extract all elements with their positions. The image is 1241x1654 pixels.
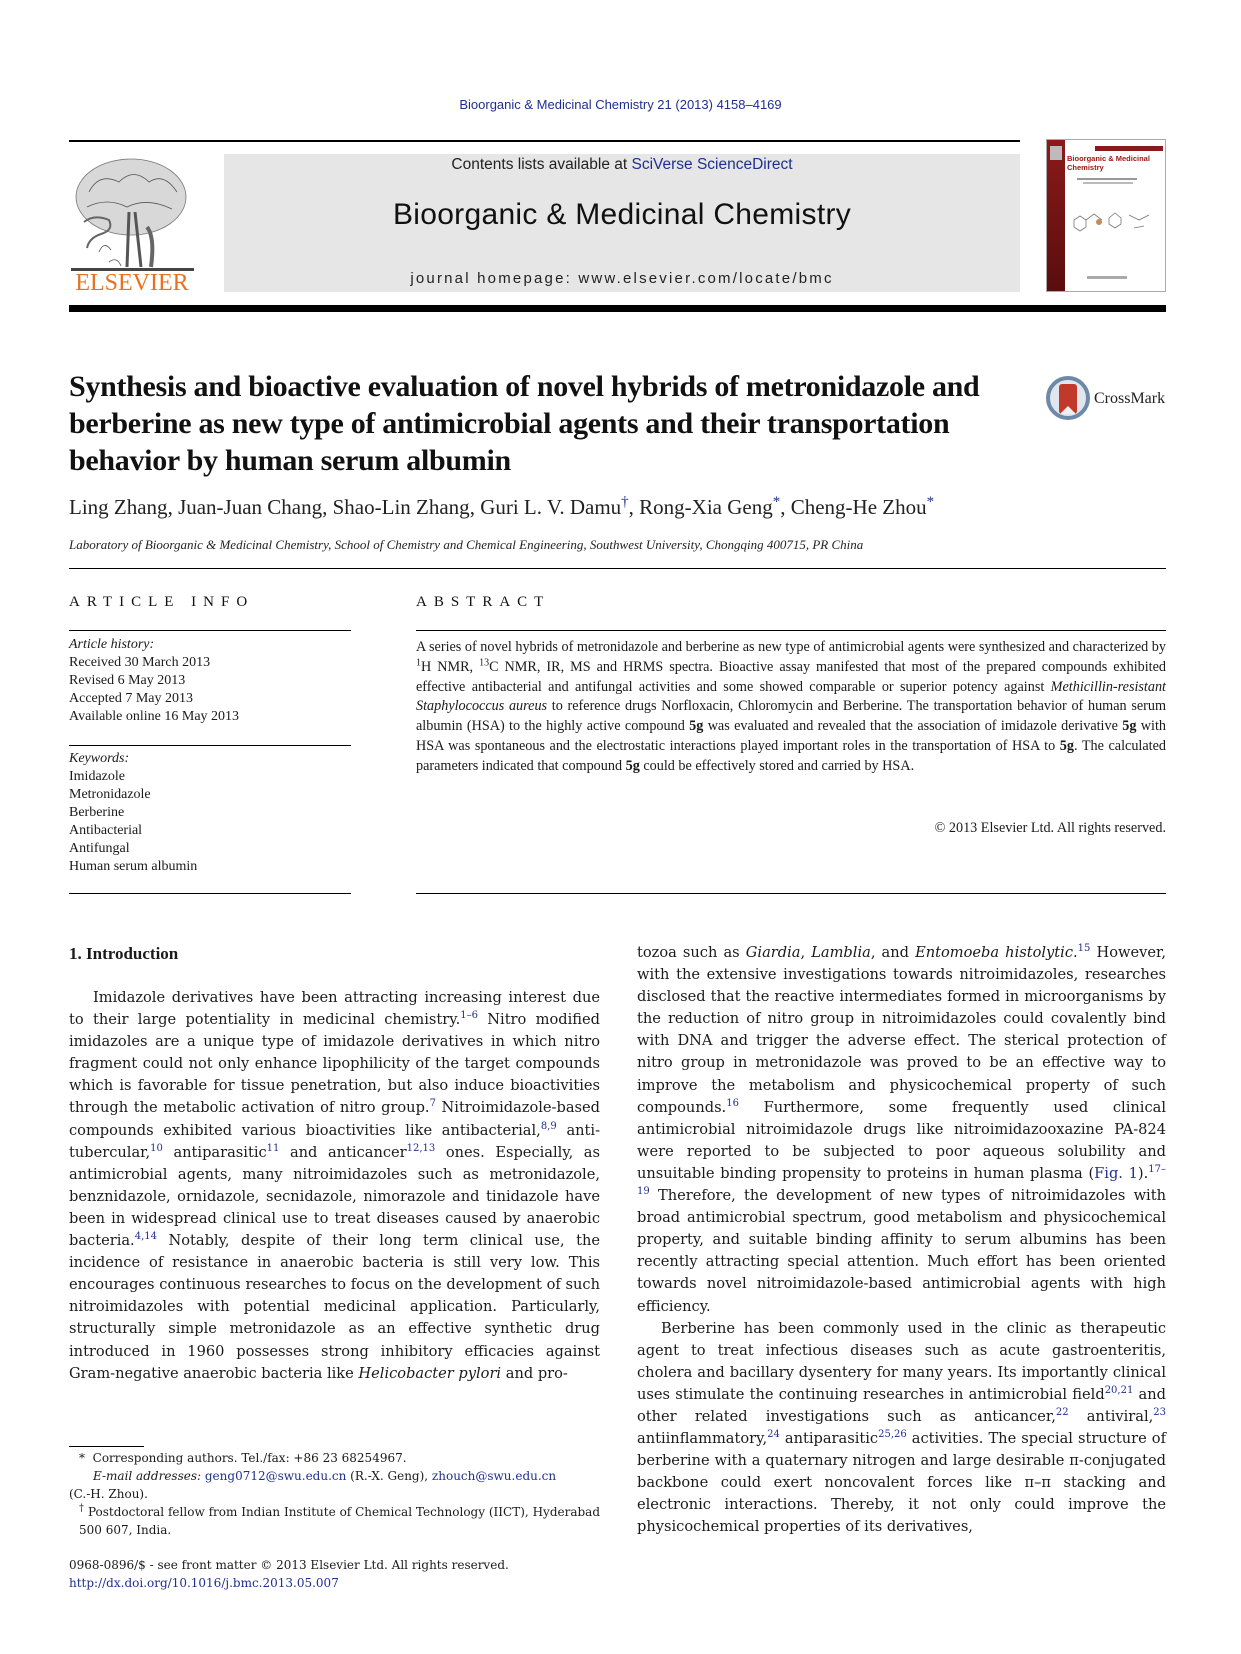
article-info-rule bbox=[69, 630, 351, 631]
affiliation-rule bbox=[69, 568, 1166, 569]
history-label: Article history: bbox=[69, 637, 155, 652]
citation-link[interactable]: 24 bbox=[767, 1429, 780, 1441]
footnote-corresponding: * Corresponding authors. Tel./fax: +86 23 68254967. bbox=[79, 1451, 407, 1465]
header-top-rule bbox=[69, 140, 1020, 142]
citation-link[interactable]: 11 bbox=[266, 1142, 280, 1154]
citation-link[interactable]: 7 bbox=[429, 1098, 436, 1110]
cover-molecule-icon bbox=[1069, 200, 1159, 240]
footnote-email-owner: (C.-H. Zhou). bbox=[69, 1487, 148, 1501]
organism-name: Methicillin-resistant Staphylococcus aureus bbox=[416, 678, 1166, 715]
article-info-heading: ARTICLE INFO bbox=[69, 594, 255, 610]
keyword: Antibacterial bbox=[69, 823, 143, 838]
paragraph: tozoa such as Giardia, Lamblia, and Entomoeba histolytic.$^{15}$ However, with the extensive investigations towards nitroimidazoles, researches disclosed that the reactive intermediates formed in microorganisms by the reduction of nitro group in nitroimidazoles could covalently bind with DNA and trigger the adverse effect. The sterical protection of nitro group in metronidazole was proved to be an effective way to improve the metabolism and physicochemical property of such compounds.$^{16}$ Furthermore, some frequently used clinical antimicrobial nitroimidazole drugs like nitroimidazooxazine PA-824 were reported to be subjected to poor aqueous solubility and unsuitable binding propensity to proteins in human plasma (Fig. 1).$^{17-19}$ Therefore, the development of new types of nitroimidazoles with broad antimicrobial spectrum, good metabolism and physicochemical property, and suitable binding affinity to serum albumins has been recently attracting special attention. Much effort has been oriented towards novel nitroimidazole-based antimicrobial agents with high efficiency. bbox=[637, 943, 1166, 1315]
journal-homepage-link[interactable]: journal homepage: www.elsevier.com/locate/bmc bbox=[410, 270, 834, 287]
keyword: Human serum albumin bbox=[69, 859, 198, 874]
compound-label: 5g bbox=[689, 718, 704, 735]
footnote-dagger: † Postdoctoral fellow from Indian Institute of Chemical Technology (IICT), Hyderabad 500 607, India. bbox=[79, 1503, 601, 1537]
keyword: Antifungal bbox=[69, 841, 130, 856]
crossmark-icon bbox=[1046, 376, 1092, 422]
footnote-rule bbox=[69, 1446, 144, 1447]
cover-topbar bbox=[1095, 146, 1163, 151]
issn-line: 0968-0896/$ - see front matter © 2013 Elsevier Ltd. All rights reserved. bbox=[69, 1558, 509, 1572]
abstract-rule bbox=[416, 630, 1166, 631]
citation-link[interactable]: 16 bbox=[726, 1097, 739, 1109]
footnote-emails: E-mail addresses: geng0712@swu.edu.cn (R.-X. Geng), zhouch@swu.edu.cn bbox=[93, 1469, 557, 1483]
abstract-text: A series of novel hybrids of metronidazole and berberine as new type of antimicrobial agents were synthesized and characterized by $^1$H NMR, $^{13}$C NMR, IR, MS and HRMS spectra. Bioactive assay manifested that most of the prepared compounds exhibited effective antibacterial and antifungal activities and some showed comparable or superior potency against Methicillin-resistant Staphylococcus aureus to reference drugs Norfloxacin, Chloromycin and Berberine. The transportation behavior of human serum albumin (HSA) to the highly active compound 5g was evaluated and revealed that the association of imidazole derivative 5g with HSA was spontaneous and the electrostatic interactions played important roles in the transportation of HSA to 5g. The calculated parameters indicated that compound 5g could be effectively stored and carried by HSA. bbox=[416, 639, 1166, 774]
header-thick-rule bbox=[69, 305, 1166, 312]
front-matter bbox=[69, 1556, 509, 1592]
dagger-footnote-mark[interactable]: † bbox=[621, 494, 629, 510]
citation-link[interactable]: 15 bbox=[1077, 943, 1091, 955]
author-name[interactable]: Cheng-He Zhou bbox=[790, 495, 927, 519]
journal-cover-thumbnail[interactable] bbox=[1046, 139, 1166, 292]
article-info-bottom-rule bbox=[69, 893, 351, 894]
keywords-rule bbox=[69, 745, 351, 746]
author-affiliation: Laboratory of Bioorganic & Medicinal Chemistry, School of Chemistry and Chemical Engineering, Southwest University, Chongqing 400715, PR China bbox=[69, 537, 864, 552]
author-list: Ling Zhang, Juan-Juan Chang, Shao-Lin Zhang, Guri L. V. Damu†, Rong-Xia Geng*, Cheng-He Zhou* bbox=[69, 494, 935, 519]
contents-prefix: Contents lists available at bbox=[451, 156, 632, 173]
corresponding-author-mark[interactable]: * bbox=[926, 494, 935, 510]
citation-link[interactable]: 20,21 bbox=[1104, 1385, 1134, 1397]
figure-link[interactable]: Fig. 1 bbox=[1094, 1164, 1138, 1182]
article-title: Synthesis and bioactive evaluation of novel hybrids of metronidazole and berberine as new type of antimicrobial agents and their transportation behavior by human serum albumin bbox=[69, 370, 980, 477]
citation-link[interactable]: 1–6 bbox=[460, 1010, 478, 1022]
journal-banner bbox=[224, 154, 1020, 292]
journal-reference-link[interactable]: Bioorganic & Medicinal Chemistry 21 (2013) 4158–4169 bbox=[459, 97, 782, 112]
elsevier-wordmark: ELSEVIER bbox=[75, 270, 189, 292]
keywords-list bbox=[69, 750, 197, 876]
footnotes bbox=[69, 1449, 600, 1539]
paragraph: Berberine has been commonly used in the clinic as therapeutic agent to treat infectious diseases such as acute gastroenteritis, cholera and bacillary dysentery for many years. Its importantly clinical uses stimulate the continuing researches in antimicrobial field$^{20,21}$ and other related investigations such as anticancer,$^{22}$ antiviral,$^{23}$ antiinflammatory,$^{24}$ antiparasitic$^{25,26}$ activities. The special structure of berberine with a quaternary nitrogen and large desirable π-conjugated backbone could exert noncovalent forces like π–π stacking and electronic interactions. Thereby, it not only could improve the physicochemical properties of its derivatives, bbox=[637, 1319, 1166, 1536]
compound-label: 5g bbox=[1122, 718, 1137, 735]
citation-link[interactable]: 17–19 bbox=[637, 1164, 1166, 1198]
citation-link[interactable]: 23 bbox=[1153, 1407, 1166, 1419]
keyword: Berberine bbox=[69, 805, 125, 820]
corresponding-author-mark[interactable]: * bbox=[772, 494, 781, 510]
elsevier-logo[interactable] bbox=[69, 152, 196, 292]
article-history bbox=[69, 636, 239, 726]
abstract-bottom-rule bbox=[416, 893, 1166, 894]
history-accepted: Accepted 7 May 2013 bbox=[69, 691, 194, 706]
keyword: Metronidazole bbox=[69, 787, 151, 802]
crossmark-label: CrossMark bbox=[1094, 390, 1166, 407]
body-column-left bbox=[69, 987, 600, 1385]
body-column-right bbox=[637, 942, 1166, 1539]
contents-available-line bbox=[224, 156, 1020, 174]
email-link-geng[interactable]: geng0712@swu.edu.cn bbox=[204, 1469, 347, 1483]
history-online: Available online 16 May 2013 bbox=[69, 709, 240, 724]
compound-label: 5g bbox=[625, 757, 640, 774]
author-name[interactable]: Juan-Juan Chang bbox=[178, 495, 323, 519]
citation-link[interactable]: 22 bbox=[1055, 1407, 1069, 1419]
compound-label: 5g bbox=[1059, 737, 1074, 754]
sciencedirect-link[interactable]: SciVerse ScienceDirect bbox=[631, 156, 793, 173]
abstract-heading: ABSTRACT bbox=[416, 594, 551, 610]
section-heading-introduction: 1. Introduction bbox=[69, 944, 179, 963]
author-name[interactable]: Guri L. V. Damu bbox=[480, 495, 622, 519]
citation-link[interactable]: 4,14 bbox=[134, 1231, 157, 1243]
citation-link[interactable]: 8,9 bbox=[540, 1120, 557, 1132]
doi-link[interactable]: http://dx.doi.org/10.1016/j.bmc.2013.05.007 bbox=[69, 1576, 339, 1590]
crossmark-button[interactable] bbox=[1046, 376, 1166, 422]
cover-spine bbox=[1047, 140, 1065, 291]
history-received: Received 30 March 2013 bbox=[69, 655, 211, 670]
journal-title: Bioorganic & Medicinal Chemistry bbox=[392, 198, 852, 231]
elsevier-tree-icon bbox=[69, 152, 196, 292]
abstract-copyright: © 2013 Elsevier Ltd. All rights reserved. bbox=[934, 820, 1166, 836]
keyword: Imidazole bbox=[69, 769, 125, 784]
cover-elsevier-icon bbox=[1050, 146, 1062, 160]
citation-link[interactable]: 12,13 bbox=[406, 1142, 436, 1154]
author-name[interactable]: Ling Zhang bbox=[69, 495, 168, 519]
author-name[interactable]: Shao-Lin Zhang bbox=[332, 495, 470, 519]
history-revised: Revised 6 May 2013 bbox=[69, 673, 186, 688]
paragraph: Imidazole derivatives have been attracting increasing interest due to their large potentiality in medicinal chemistry.$^{1-6}$ Nitro modified imidazoles are a unique type of imidazole derivatives in which nitro fragment could not only enhance lipophilicity of the target compounds which is favorable for tissue penetration, but also induce bioactivities through the metabolic activation of nitro group.$^7$ Nitroimidazole-based compounds exhibited various bioactivities like antibacterial,$^{8,9}$ anti-tubercular,$^{10}$ antiparasitic$^{11}$ and anticancer$^{12,13}$ ones. Especially, as antimicrobial agents, many nitroimidazoles such as metronidazole, benznidazole, ornidazole, secnidazole, nimorazole and tinidazole have been in widespread clinical use to treat diseases caused by anaerobic bacteria.$^{4,14}$ Notably, despite of their long term clinical use, the incidence of resistance in anaerobic bacteria is still very low. This encourages continuous researches to focus on the development of such nitroimidazoles with potential medicinal application. Particularly, structurally simple metronidazole as an effective synthetic drug introduced in 1960 possesses strong inhibitory efficacies against Gram-negative anaerobic bacteria like Helicobacter pylori and pro- bbox=[69, 989, 601, 1382]
author-name[interactable]: Rong-Xia Geng bbox=[639, 495, 773, 519]
citation-link[interactable]: 25,26 bbox=[878, 1429, 907, 1441]
email-link-zhou[interactable]: zhouch@swu.edu.cn bbox=[431, 1469, 557, 1483]
citation-link[interactable]: 10 bbox=[150, 1142, 163, 1154]
keywords-label: Keywords: bbox=[69, 751, 130, 766]
cover-title: Bioorganic & Medicinal Chemistry bbox=[1067, 154, 1150, 172]
